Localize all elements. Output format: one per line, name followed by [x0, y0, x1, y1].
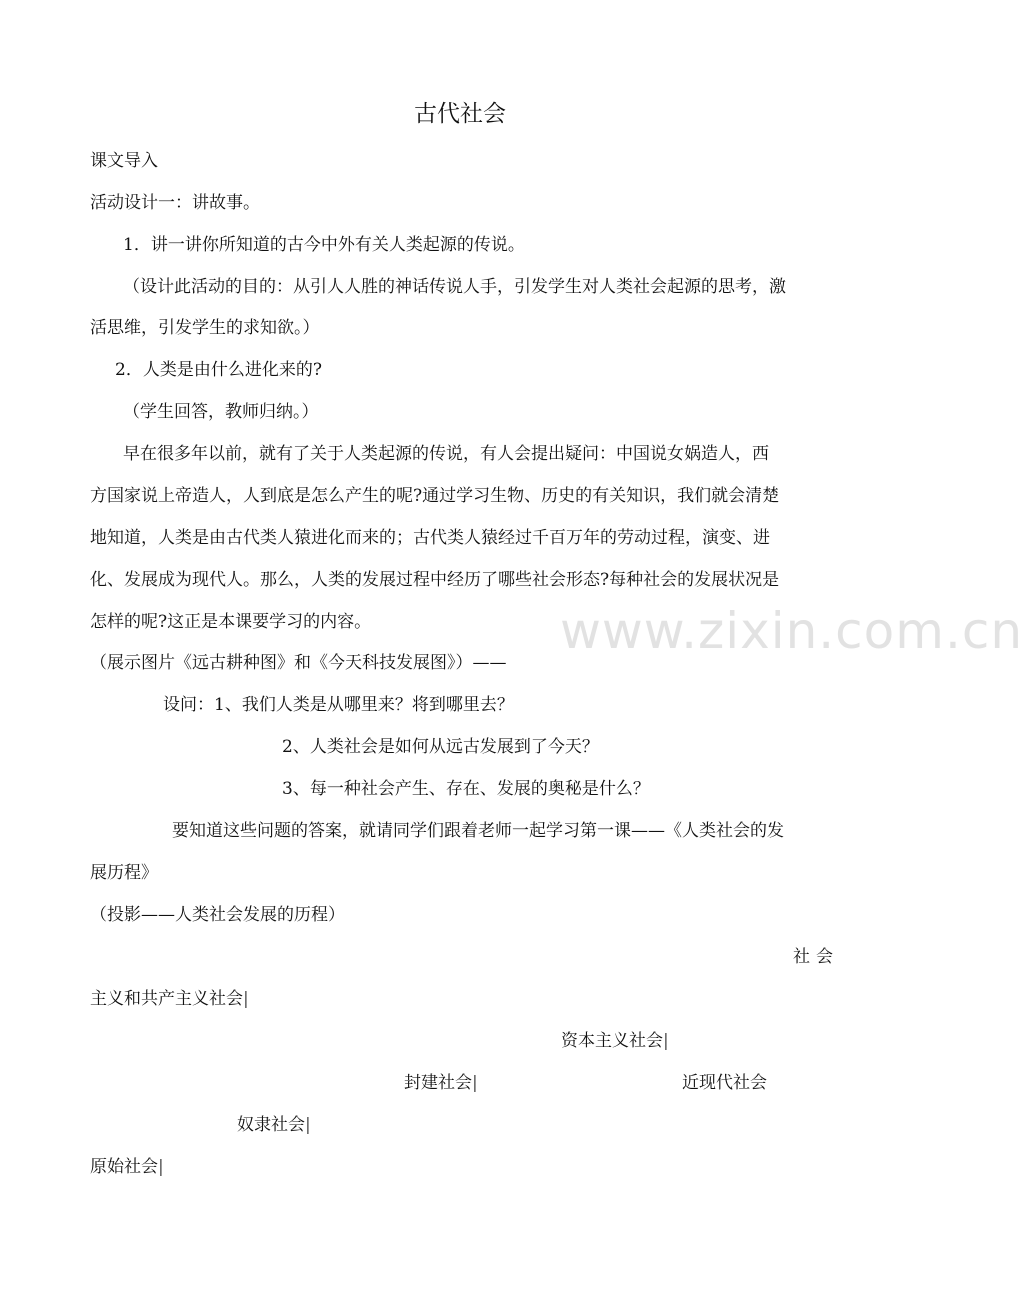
stage-feudal-label: 封建社会 — [404, 1073, 472, 1093]
stage-slave — [237, 1114, 311, 1136]
stage-primitive-label: 原始社会 — [90, 1157, 158, 1177]
activity-line: 活动设计一：讲故事。 — [90, 193, 260, 213]
stage-divider: | — [158, 1157, 164, 1177]
stage-modern-label: 近现代社会 — [682, 1073, 767, 1093]
stage-socialism — [90, 988, 249, 1010]
intro-line-2: 展历程》 — [90, 863, 158, 883]
note-1-line-2: 活思维，引发学生的求知欲。） — [90, 318, 320, 338]
paragraph-line-5: 怎样的呢?这正是本课要学习的内容。 — [90, 612, 372, 632]
stage-primitive — [90, 1156, 164, 1178]
stage-capitalism-label: 资本主义社会 — [561, 1031, 663, 1051]
intro-line-1: 要知道这些问题的答案，就请同学们跟着老师一起学习第一课——《人类社会的发 — [172, 821, 784, 841]
stage-divider: | — [305, 1115, 311, 1135]
watermark: www.zixin.com.cn — [560, 602, 1023, 660]
ask-3: 3、每一种社会产生、存在、发展的奥秘是什么？ — [282, 779, 650, 799]
question-2: 2．人类是由什么进化来的? — [115, 360, 322, 380]
question-1: 1．讲一讲你所知道的古今中外有关人类起源的传说。 — [123, 235, 525, 255]
note-2: （学生回答，教师归纳。） — [123, 402, 319, 422]
stage-divider: | — [243, 989, 249, 1009]
stage-social-top: 社会 — [793, 947, 839, 967]
projection-line: （投影——人类社会发展的历程） — [90, 905, 345, 925]
ask-2: 2、人类社会是如何从远古发展到了今天？ — [282, 737, 599, 757]
paragraph-line-3: 地知道，人类是由古代类人猿进化而来的；古代类人猿经过千百万年的劳动过程，演变、进 — [90, 528, 770, 548]
stage-socialism-label: 主义和共产主义社会 — [90, 989, 243, 1009]
paragraph-line-1: 早在很多年以前，就有了关于人类起源的传说，有人会提出疑问：中国说女娲造人，西 — [123, 444, 769, 464]
document-title: 古代社会 — [414, 101, 506, 127]
stage-capitalism — [561, 1030, 669, 1052]
show-images-line: （展示图片《远古耕种图》和《今天科技发展图》）—— — [90, 653, 507, 673]
stage-divider: | — [663, 1031, 669, 1051]
stage-feudal — [404, 1072, 478, 1094]
ask-1: 设问：1、我们人类是从哪里来？将到哪里去？ — [163, 695, 514, 715]
note-1-line-1: （设计此活动的目的：从引人人胜的神话传说人手，引发学生对人类社会起源的思考，激 — [123, 277, 786, 297]
paragraph-line-4: 化、发展成为现代人。那么，人类的发展过程中经历了哪些社会形态?每种社会的发展状况是 — [90, 570, 780, 590]
stage-divider: | — [472, 1073, 478, 1093]
section-heading: 课文导入 — [90, 151, 158, 171]
stage-slave-label: 奴隶社会 — [237, 1115, 305, 1135]
paragraph-line-2: 方国家说上帝造人，人到底是怎么产生的呢?通过学习生物、历史的有关知识，我们就会清楚 — [90, 486, 780, 506]
